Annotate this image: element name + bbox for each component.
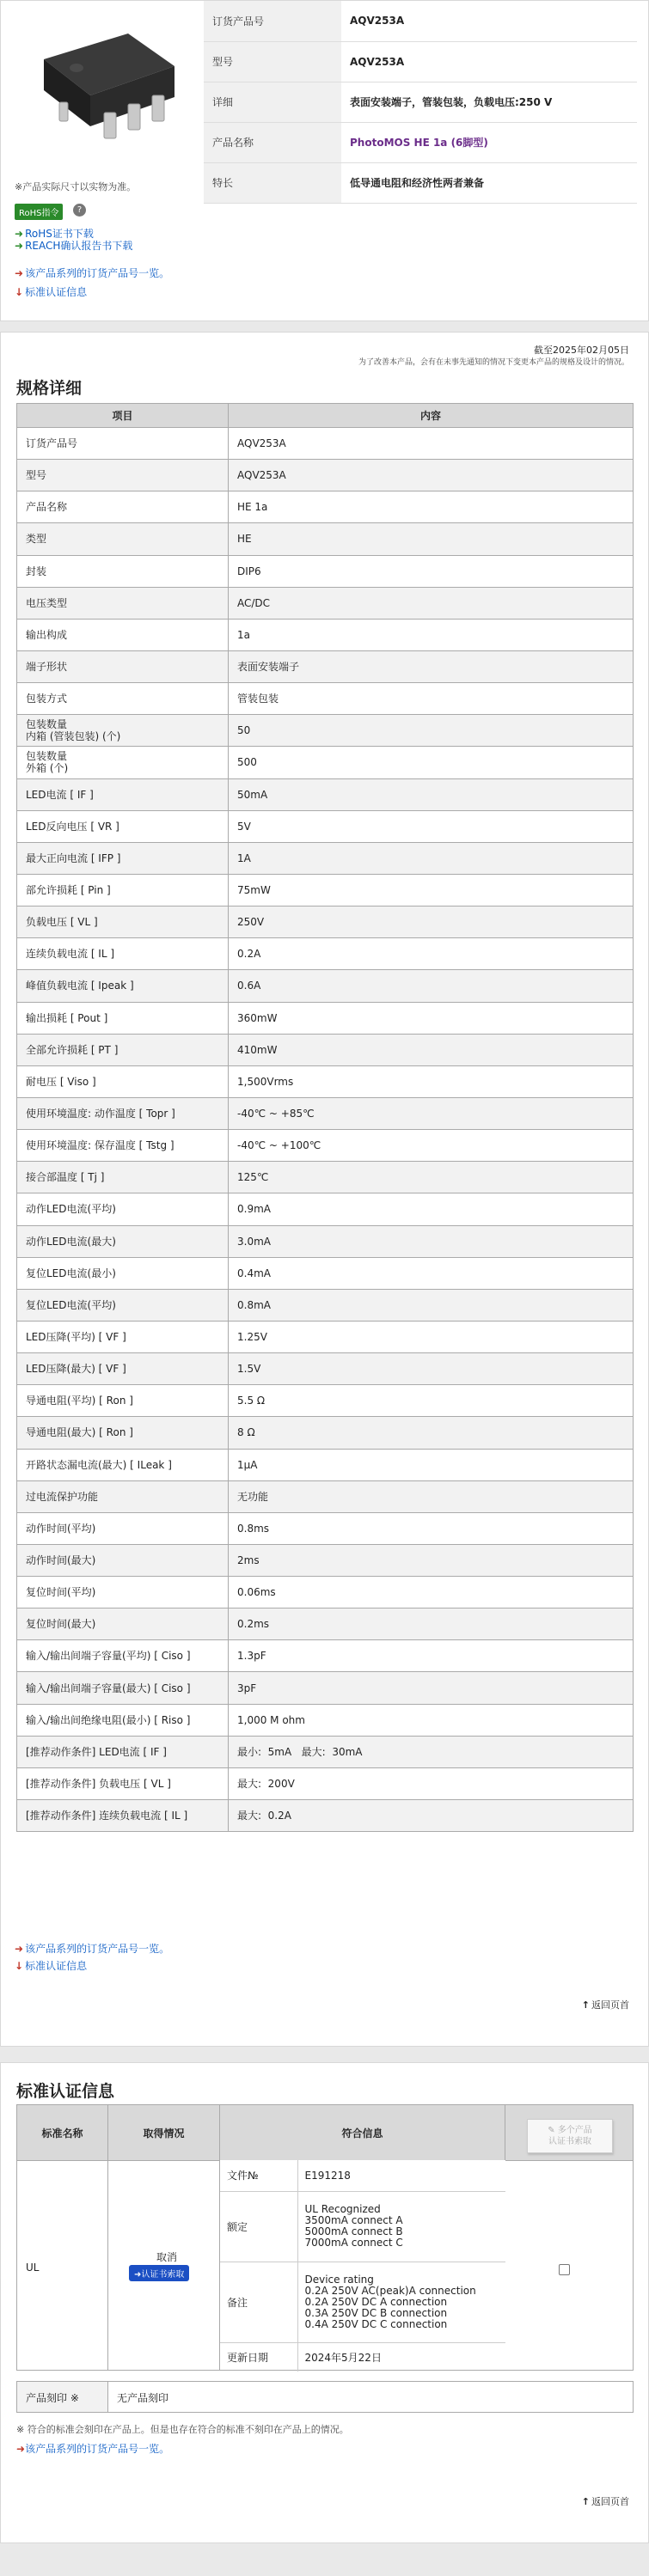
reach-download-link[interactable]: ➜ REACH确认报告书下载 [15,240,133,252]
table-row [17,587,634,619]
row-value: 1a [229,619,634,650]
spec-key: 详细 [204,82,341,122]
row-key: 类型 [17,523,229,555]
row-key: 连续负载电流 [ IL ] [17,938,229,970]
info-key: 文件№ [220,2160,297,2191]
info-value: Device rating 0.2A 250V AC(peak)A connection 0.2A 250V DC A connection 0.3A 250V DC B connection 0.4A 250V DC C connection [297,2262,505,2342]
row-value: 最小: 5mA 最大: 30mA [229,1736,634,1767]
table-row [17,555,634,587]
row-value: 1.3pF [229,1640,634,1672]
row-value: 250V [229,906,634,938]
change-notice: 为了改善本产品，会有在未事先通知的情况下变更本产品的规格及设计的情况。 [358,358,629,367]
row-value: 0.2A [229,938,634,970]
row-key: 耐电压 [ Viso ] [17,1065,229,1097]
table-row [17,460,634,491]
spec-value: AQV253A [341,41,637,82]
row-key: 订货产品号 [17,428,229,460]
col-header-standard: 标准名称 [17,2105,108,2160]
section-title: 标准认证信息 [16,2082,115,2101]
status-text: 取消 [156,2251,178,2263]
spec-value: 表面安装端子，管装包装，负载电压:250 V [341,82,637,122]
row-value: HE [229,523,634,555]
table-row [17,1321,634,1352]
row-value: 1.25V [229,1321,634,1352]
row-key: 接合部温度 [ Tj ] [17,1162,229,1193]
series-list-link[interactable]: ➜ 该产品系列的订货产品号一览。 [15,267,170,279]
row-value: -40℃ ~ +100℃ [229,1130,634,1162]
cert-info-link[interactable]: ↓ 标准认证信息 [15,1960,88,1972]
row-key: 输入/输出间绝缘电阻(最小) [ Riso ] [17,1704,229,1736]
row-key: 复位时间(最大) [17,1608,229,1640]
info-value: UL Recognized 3500mA connect A 5000mA connect B 7000mA connect C [297,2191,505,2262]
row-value: HE 1a [229,491,634,523]
arrow-down-icon: ↓ [15,286,24,298]
table-row [17,1225,634,1257]
row-value: 2ms [229,1544,634,1576]
product-summary-card [0,0,649,321]
row-key: 负载电压 [ VL ] [17,906,229,938]
row-value: 3pF [229,1672,634,1704]
date-line: 截至2025年02月05日 [534,345,629,356]
table-row [17,810,634,842]
table-row [17,906,634,938]
row-value: AQV253A [229,428,634,460]
row-value: 管装包装 [229,683,634,715]
table-row [17,523,634,555]
arrow-down-icon: ↓ [15,1960,24,1972]
row-key: LED压降(最大) [ VF ] [17,1353,229,1385]
spec-value: 低导通电阻和经济性两者兼备 [341,162,637,203]
date-note [358,345,629,369]
info-value: 2024年5月22日 [304,2351,382,2364]
table-row [17,650,634,682]
col-header-status: 取得情况 [108,2105,220,2160]
section-title: 规格详细 [16,379,83,398]
arrow-right-icon: ➜ [134,2270,142,2280]
table-row [17,715,634,747]
row-key: 最大正向电流 [ IFP ] [17,842,229,874]
table-row [17,1704,634,1736]
row-value: 5V [229,810,634,842]
help-icon[interactable]: ? [73,204,86,217]
row-value: 8 Ω [229,1417,634,1449]
cert-request-button[interactable]: ➜认证书索取 [129,2265,189,2281]
arrow-right-icon: ➜ [15,228,24,240]
row-value: 3.0mA [229,1225,634,1257]
row-key: 输入/输出间端子容量(平均) [ Ciso ] [17,1640,229,1672]
row-key: 复位LED电流(最小) [17,1257,229,1289]
spec-key: 型号 [204,41,341,82]
table-row [17,1480,634,1512]
col-header-info: 符合信息 [220,2105,505,2160]
row-key: 产品名称 [17,491,229,523]
arrow-up-icon: ↑ [581,1999,590,2011]
row-key: 封装 [17,555,229,587]
row-key: LED电流 [ IF ] [17,778,229,810]
arrow-right-icon: ➜ [16,2443,26,2455]
table-row [17,1608,634,1640]
row-key: [推荐动作条件] 负载电压 [ VL ] [17,1767,229,1799]
row-key: 型号 [17,460,229,491]
row-key: 导通电阻(最大) [ Ron ] [17,1417,229,1449]
row-value: 0.9mA [229,1193,634,1225]
table-row [17,1544,634,1576]
table-row [17,683,634,715]
table-row [17,1512,634,1544]
product-name-link[interactable]: PhotoMOS HE 1a (6脚型) [341,122,637,162]
row-value: 0.6A [229,970,634,1002]
col-header-item: 项目 [17,404,229,428]
row-value: 0.8mA [229,1289,634,1321]
table-row [17,1193,634,1225]
arrow-up-icon: ↑ [581,2496,590,2507]
table-row [17,428,634,460]
table-row [17,1577,634,1608]
row-value: 0.2ms [229,1608,634,1640]
spec-detail-table [16,403,634,1832]
row-value: 410mW [229,1034,634,1065]
row-value: 1,500Vrms [229,1065,634,1097]
table-row [17,1097,634,1129]
spec-detail-section [0,332,649,2047]
table-row [17,1034,634,1065]
select-checkbox[interactable] [559,2264,570,2275]
multi-cert-request-button[interactable]: ✎ 多个产品 认证书索取 [527,2119,613,2153]
row-key: 复位时间(平均) [17,1577,229,1608]
row-key: 电压类型 [17,587,229,619]
row-value: 75mW [229,874,634,906]
row-value: DIP6 [229,555,634,587]
row-key: 使用环境温度: 动作温度 [ Topr ] [17,1097,229,1129]
summary-spec-table [204,1,637,204]
row-key: 动作LED电流(平均) [17,1193,229,1225]
table-row [17,970,634,1002]
row-value: 无功能 [229,1480,634,1512]
table-row [17,1289,634,1321]
table-row [17,1162,634,1193]
info-key: 额定 [220,2191,297,2262]
table-row [17,842,634,874]
table-row [17,1065,634,1097]
spec-key: 产品名称 [204,122,341,162]
table-row [17,778,634,810]
row-value: 1A [229,842,634,874]
row-value: 360mW [229,1002,634,1034]
row-key: 动作时间(平均) [17,1512,229,1544]
table-row [17,1736,634,1767]
table-row [17,1002,634,1034]
row-key: 动作LED电流(最大) [17,1225,229,1257]
row-key: 包装数量 外箱 (个) [17,747,229,778]
row-key: [推荐动作条件] 连续负载电流 [ IL ] [17,1800,229,1832]
row-value: 表面安装端子 [229,650,634,682]
series-list-link[interactable]: ➜该产品系列的订货产品号一览。 [16,2443,170,2455]
row-value: 500 [229,747,634,778]
spec-key: 订货产品号 [204,1,341,41]
row-key: 输出损耗 [ Pout ] [17,1002,229,1034]
row-value: AQV253A [229,460,634,491]
table-row [17,491,634,523]
pen-icon: ✎ [548,2126,558,2135]
image-size-note: ※产品实际尺寸以实物为准。 [15,181,137,192]
cert-info-table [220,2160,505,2372]
row-key: 端子形状 [17,650,229,682]
mark-value: 无产品刻印 [117,2392,169,2404]
standard-name: UL [26,2262,40,2274]
row-value: 最大: 200V [229,1767,634,1799]
table-row [17,1640,634,1672]
arrow-right-icon: ➜ [15,240,24,252]
row-value: 50 [229,715,634,747]
table-row [17,874,634,906]
back-to-top-link[interactable]: ↑ 返回页首 [581,1999,629,2011]
row-value: 50mA [229,778,634,810]
row-value: 0.06ms [229,1577,634,1608]
row-key: 过电流保护功能 [17,1480,229,1512]
product-mark-row [16,2381,634,2413]
row-key: 输出构成 [17,619,229,650]
cert-table [16,2104,634,2371]
row-key: 峰值负载电流 [ Ipeak ] [17,970,229,1002]
info-key: 更新日期 [220,2342,297,2372]
row-key: 使用环境温度: 保存温度 [ Tstg ] [17,1130,229,1162]
table-row [17,1385,634,1417]
info-value: E191218 [297,2160,505,2191]
row-value: 125℃ [229,1162,634,1193]
product-image [15,6,197,174]
table-row [17,1257,634,1289]
row-value: 1μA [229,1449,634,1480]
table-row [17,747,634,778]
row-key: 复位LED电流(平均) [17,1289,229,1321]
row-key: LED压降(平均) [ VF ] [17,1321,229,1352]
row-value: 5.5 Ω [229,1385,634,1417]
table-row [17,1672,634,1704]
arrow-right-icon: ➜ [15,267,24,279]
row-key: 包装数量 内箱 (管装包装) (个) [17,715,229,747]
series-list-link[interactable]: ➜ 该产品系列的订货产品号一览。 [15,1943,170,1955]
rohs-download-link[interactable]: ➜ RoHS证书下载 [15,228,94,240]
row-key: 开路状态漏电流(最大) [ ILeak ] [17,1449,229,1480]
row-value: 最大: 0.2A [229,1800,634,1832]
row-key: 输入/输出间端子容量(最大) [ Ciso ] [17,1672,229,1704]
cert-info-link[interactable]: ↓ 标准认证信息 [15,286,88,298]
row-key: [推荐动作条件] LED电流 [ IF ] [17,1736,229,1767]
table-row [17,1353,634,1385]
row-key: 包装方式 [17,683,229,715]
row-value: -40℃ ~ +85℃ [229,1097,634,1129]
row-key: 全部允许损耗 [ PT ] [17,1034,229,1065]
table-row [17,1417,634,1449]
row-value: 1.5V [229,1353,634,1385]
info-key: 备注 [220,2262,297,2342]
row-key: 部允许损耗 [ Pin ] [17,874,229,906]
row-key: LED反向电压 [ VR ] [17,810,229,842]
mark-note: ※ 符合的标准会刻印在产品上。但是也存在符合的标准不刻印在产品上的情况。 [16,2424,349,2435]
table-row [17,1800,634,1832]
row-value: AC/DC [229,587,634,619]
back-to-top-link[interactable]: ↑ 返回页首 [581,2496,629,2507]
row-key: 导通电阻(平均) [ Ron ] [17,1385,229,1417]
spec-key: 特长 [204,162,341,203]
table-row [17,1767,634,1799]
row-key: 动作时间(最大) [17,1544,229,1576]
table-row [17,619,634,650]
mark-label: 产品刻印 ※ [17,2382,108,2412]
arrow-right-icon: ➜ [15,1943,24,1955]
row-value: 1,000 M ohm [229,1704,634,1736]
col-header-content: 内容 [229,404,634,428]
rohs-badge[interactable]: RoHS指令 [15,204,63,220]
table-row [17,1449,634,1480]
cert-section [0,2062,649,2543]
spec-value: AQV253A [341,1,637,41]
table-row [17,1130,634,1162]
row-value: 0.8ms [229,1512,634,1544]
table-row [17,938,634,970]
row-value: 0.4mA [229,1257,634,1289]
